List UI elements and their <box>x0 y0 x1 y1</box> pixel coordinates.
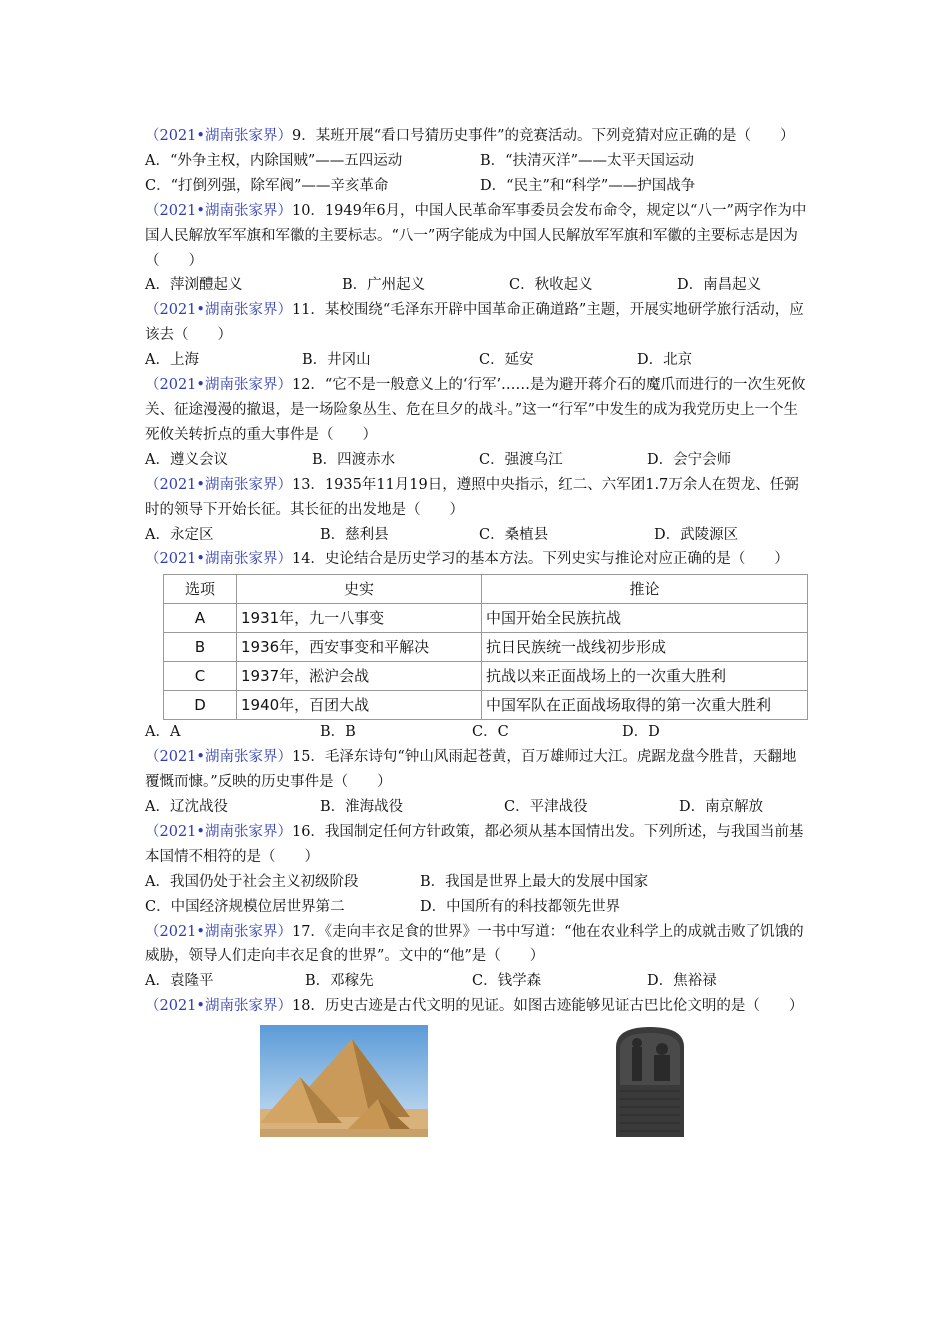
question-stem: 18．历史古迹是古代文明的见证。如图古迹能够见证古巴比伦文明的是（ ） <box>291 998 804 1015</box>
option-d: D．武陵源区 <box>654 526 739 543</box>
table-row <box>164 604 808 633</box>
table-cell: 1931年，九一八事变 <box>237 604 482 633</box>
options-row <box>145 870 810 895</box>
table-cell: 1937年，淞沪会战 <box>237 662 482 691</box>
question-stem: 15．毛泽东诗句“钟山风雨起苍黄，百万雄师过大江。虎踞龙盘今胜昔，天翻地覆慨而慷。”反映的历史事件是（ ） <box>145 749 797 791</box>
option-b: B．慈利县 <box>320 526 389 543</box>
option-c: C．钱学森 <box>472 973 542 990</box>
options-row <box>145 448 810 473</box>
question-11 <box>145 298 810 348</box>
table-row <box>164 633 808 662</box>
table-cell: 抗战以来正面战场上的一次重大胜利 <box>482 662 808 691</box>
option-c: C．强渡乌江 <box>479 451 563 468</box>
option-b: B．淮海战役 <box>320 799 404 816</box>
question-source: （2021•湖南张家界） <box>145 749 292 766</box>
option-c: C．桑植县 <box>479 526 549 543</box>
question-18 <box>145 994 810 1019</box>
table-cell: D <box>164 691 237 720</box>
question-10 <box>145 199 810 274</box>
option-a: A．“外争主权，内除国贼”——五四运动 <box>145 152 403 169</box>
question-15 <box>145 745 810 795</box>
option-d: D．焦裕禄 <box>647 973 717 990</box>
option-a: A．永定区 <box>145 526 214 543</box>
question-stem: 17．《走向丰衣足食的世界》一书中写道：“他在农业科学上的成就击败了饥饿的威胁，领导人们走向丰衣足食的世界”。文中的“他”是（ ） <box>145 923 804 965</box>
option-a: A．A <box>145 724 181 741</box>
table-cell: 1936年，西安事变和平解决 <box>237 633 482 662</box>
options-row <box>145 720 810 745</box>
hammurabi-stele-image <box>610 1025 690 1137</box>
table-row <box>164 691 808 720</box>
table-row <box>164 662 808 691</box>
option-d: D．南昌起义 <box>677 277 762 294</box>
question-source: （2021•湖南张家界） <box>145 377 292 394</box>
question-14 <box>145 547 810 572</box>
option-b: B．B <box>320 724 356 741</box>
option-b: B．我国是世界上最大的发展中国家 <box>420 873 649 890</box>
question-16 <box>145 820 810 870</box>
option-d: D．南京解放 <box>679 799 764 816</box>
option-d: D．D <box>622 724 660 741</box>
question-17 <box>145 920 810 970</box>
option-b: B．井冈山 <box>302 352 371 369</box>
option-a: A．我国仍处于社会主义初级阶段 <box>145 873 359 890</box>
options-row <box>145 895 810 920</box>
options-row <box>145 273 810 298</box>
question-source: （2021•湖南张家界） <box>145 302 292 319</box>
option-c: C．延安 <box>479 352 534 369</box>
question-source: （2021•湖南张家界） <box>145 823 292 840</box>
option-c: C．“打倒列强，除军阀”——辛亥革命 <box>145 177 389 194</box>
option-a: A．辽沈战役 <box>145 799 228 816</box>
option-b: B．邓稼先 <box>305 973 374 990</box>
table-cell: A <box>164 604 237 633</box>
question-images <box>145 1025 810 1145</box>
option-a: A．萍浏醴起义 <box>145 277 243 294</box>
option-c: C．C <box>472 724 509 741</box>
pyramids-image <box>260 1025 428 1137</box>
table-cell: 中国军队在正面战场取得的第一次重大胜利 <box>482 691 808 720</box>
question-stem: 9．某班开展“看口号猜历史事件”的竞赛活动。下列竞猜对应正确的是（ ） <box>291 128 795 144</box>
option-d: D．会宁会师 <box>647 451 732 468</box>
option-a: A．袁隆平 <box>145 973 214 990</box>
options-row <box>145 348 810 373</box>
question-stem: 12．“它不是一般意义上的‘行军’……是为避开蒋介石的魔爪而进行的一次生死攸关、征途漫漫的撤退，是一场险象丛生、危在旦夕的战斗。”这一“行军”中发生的成为我党历史上一个生死攸关转折点的重大事件是（ ） <box>145 377 806 443</box>
options-row <box>145 969 810 994</box>
question-source: （2021•湖南张家界） <box>145 551 292 568</box>
option-b: B．四渡赤水 <box>312 451 396 468</box>
question-source: （2021•湖南张家界） <box>145 998 292 1015</box>
option-b: B．“扶清灭洋”——太平天国运动 <box>480 152 694 169</box>
option-d: D．中国所有的科技都领先世界 <box>420 898 621 915</box>
question-stem: 16．我国制定任何方针政策，都必须从基本国情出发。下列所述，与我国当前基本国情不相符的是（ ） <box>145 823 804 865</box>
table-header: 史实 <box>237 575 482 604</box>
question-stem: 11．某校围绕“毛泽东开辟中国革命正确道路”主题，开展实地研学旅行活动，应该去（ ） <box>145 302 804 344</box>
question-stem: 10．1949年6月，中国人民革命军事委员会发布命令，规定以“八一”两字作为中国人民解放军军旗和军徽的主要标志。“八一”两字能成为中国人民解放军军旗和军徽的主要标志是因为（ ） <box>145 202 807 269</box>
table-header-row <box>164 575 808 604</box>
table-header: 选项 <box>164 575 237 604</box>
option-c: C．中国经济规模位居世界第二 <box>145 898 345 915</box>
question-source: （2021•湖南张家界） <box>145 476 292 493</box>
question-source: （2021•湖南张家界） <box>145 923 292 940</box>
table-header: 推论 <box>482 575 808 604</box>
options-row <box>145 174 810 199</box>
exam-page <box>145 124 810 1145</box>
options-row <box>145 149 810 174</box>
option-d: D．“民主”和“科学”——护国战争 <box>480 177 696 194</box>
question-source: （2021•湖南张家界） <box>145 202 292 219</box>
table-cell: C <box>164 662 237 691</box>
question-stem: 14．史论结合是历史学习的基本方法。下列史实与推论对应正确的是（ ） <box>291 551 789 568</box>
table-cell: 1940年，百团大战 <box>237 691 482 720</box>
table-cell: 中国开始全民族抗战 <box>482 604 808 633</box>
option-a: A．遵义会议 <box>145 451 228 468</box>
option-c: C．秋收起义 <box>509 277 593 294</box>
table-cell: B <box>164 633 237 662</box>
option-c: C．平津战役 <box>504 799 588 816</box>
option-a: A．上海 <box>145 352 199 369</box>
options-row <box>145 523 810 548</box>
question-source: （2021•湖南张家界） <box>145 128 292 144</box>
options-row <box>145 795 810 820</box>
question-12 <box>145 373 810 448</box>
question-13 <box>145 473 810 523</box>
question-9 <box>145 124 810 149</box>
question-stem: 13．1935年11月19日，遵照中央指示，红二、六军团1.7万余人在贺龙、任弼时的领导下开始长征。其长征的出发地是（ ） <box>145 476 799 518</box>
option-d: D．北京 <box>637 352 693 369</box>
facts-table <box>163 574 808 720</box>
option-b: B．广州起义 <box>342 277 426 294</box>
table-cell: 抗日民族统一战线初步形成 <box>482 633 808 662</box>
